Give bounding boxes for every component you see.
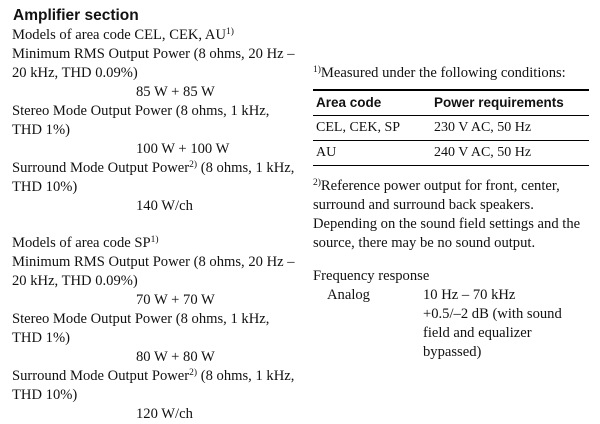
frequency-response-row (313, 286, 588, 362)
surround-text-b: (8 ohms, 1 kHz, (197, 160, 295, 176)
surround-line-2: THD 10%) (12, 387, 78, 403)
footnote-ref: 2) (189, 368, 198, 378)
min-rms-value: 70 W + 70 W (136, 292, 215, 308)
table-cell: 240 V AC, 50 Hz (431, 141, 589, 166)
footnote-ref: 1) (150, 235, 159, 245)
frequency-response-title: Frequency response (313, 268, 430, 284)
stereo-line-1: Stereo Mode Output Power (8 ohms, 1 kHz, (12, 103, 270, 119)
stereo-value: 80 W + 80 W (136, 349, 215, 365)
surround-line-1 (12, 159, 302, 178)
amplifier-section (12, 6, 302, 424)
footnote-ref: 2) (189, 160, 198, 170)
footnote-1 (313, 64, 588, 83)
models-line-1 (12, 26, 302, 45)
stereo-line-2: THD 1%) (12, 122, 70, 138)
frequency-range: 10 Hz – 70 kHz (423, 287, 516, 303)
min-rms-value: 85 W + 85 W (136, 84, 215, 100)
models-text: Models of area code CEL, CEK, AU (12, 27, 226, 43)
table-cell: AU (313, 141, 431, 166)
footnote-marker: 1) (313, 65, 321, 75)
frequency-values (423, 286, 588, 362)
power-requirements-table (313, 89, 589, 166)
models-text: Models of area code SP (12, 235, 151, 251)
table-header-row (313, 90, 589, 116)
frequency-detail-2: field and equalizer (423, 325, 532, 341)
surround-line-2: THD 10%) (12, 179, 78, 195)
stereo-line-1: Stereo Mode Output Power (8 ohms, 1 kHz, (12, 311, 270, 327)
table-row (313, 116, 589, 141)
table-row (313, 141, 589, 166)
spacer (12, 216, 302, 234)
column-header-area-code: Area code (313, 90, 431, 116)
surround-value: 120 W/ch (136, 406, 193, 422)
stereo-line-2: THD 1%) (12, 330, 70, 346)
table-cell: CEL, CEK, SP (313, 116, 431, 141)
surround-value: 140 W/ch (136, 198, 193, 214)
min-rms-line-2: 20 kHz, THD 0.09%) (12, 273, 138, 289)
frequency-detail-3: bypassed) (423, 344, 482, 360)
footnote-1-text: Measured under the following conditions: (320, 65, 566, 81)
surround-line-1 (12, 367, 302, 386)
analog-label: Analog (327, 287, 370, 303)
footnote-marker: 2) (313, 178, 321, 188)
table-cell: 230 V AC, 50 Hz (431, 116, 589, 141)
min-rms-line-1: Minimum RMS Output Power (8 ohms, 20 Hz – (12, 254, 295, 270)
section-heading: Amplifier section (13, 7, 139, 24)
surround-text-b: (8 ohms, 1 kHz, (197, 368, 295, 384)
frequency-detail-1: +0.5/–2 dB (with sound (423, 306, 562, 322)
surround-text-a: Surround Mode Output Power (12, 368, 190, 384)
min-rms-line-2: 20 kHz, THD 0.09%) (12, 65, 138, 81)
footnotes-column (313, 64, 588, 362)
min-rms-line-1: Minimum RMS Output Power (8 ohms, 20 Hz – (12, 46, 295, 62)
footnote-2 (313, 177, 588, 253)
surround-text-a: Surround Mode Output Power (12, 160, 190, 176)
column-header-power: Power requirements (431, 90, 589, 116)
footnote-ref: 1) (226, 27, 234, 37)
stereo-value: 100 W + 100 W (136, 141, 230, 157)
footnote-2-text: Reference power output for front, center, surround and surround back speakers. Depending on the sound field settings and the source, there may be no sound output. (313, 178, 581, 251)
models-line-2 (12, 234, 302, 253)
